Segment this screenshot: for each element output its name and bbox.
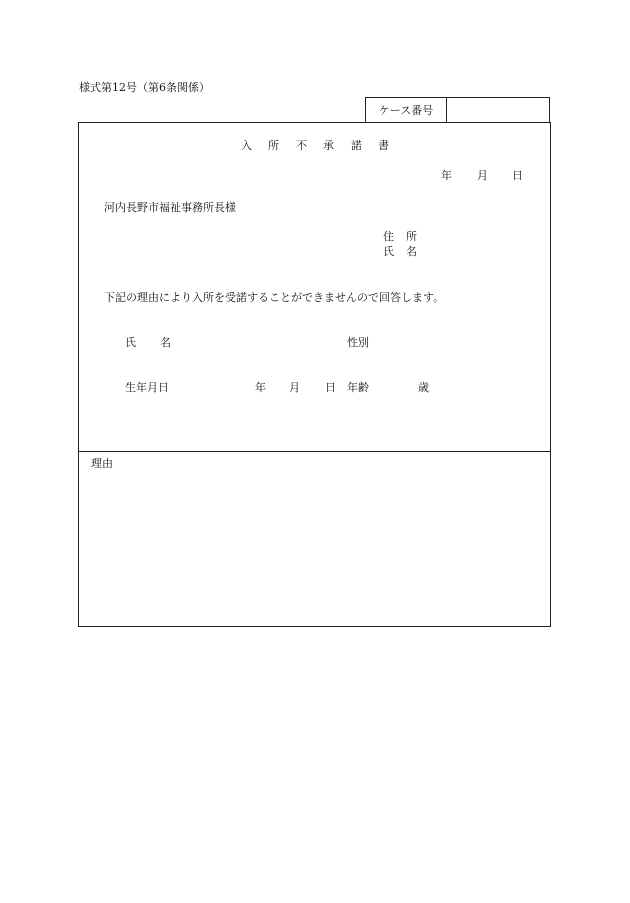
date-day-label: 日 bbox=[512, 169, 523, 182]
person-gender-label: 性別 bbox=[347, 336, 369, 349]
case-number-label: ケース番号 bbox=[366, 98, 447, 122]
case-number-box bbox=[365, 97, 550, 122]
title-char: 所 bbox=[268, 139, 279, 152]
addressee: 河内長野市福祉事務所長様 bbox=[104, 201, 236, 214]
reason-field[interactable] bbox=[85, 474, 545, 620]
reason-label: 理由 bbox=[91, 457, 113, 470]
title-char: 書 bbox=[378, 139, 389, 152]
title-char: 諾 bbox=[351, 139, 362, 152]
birth-day-label: 日 bbox=[325, 381, 336, 394]
title-char: 不 bbox=[296, 139, 307, 152]
form-reference: 様式第12号（第6条関係） bbox=[79, 81, 210, 94]
applicant-address-label-1: 住 bbox=[383, 230, 394, 243]
person-name-label-2: 名 bbox=[160, 336, 171, 349]
birth-month-label: 月 bbox=[289, 381, 300, 394]
case-number-field[interactable] bbox=[447, 98, 549, 122]
title-char: 入 bbox=[241, 139, 252, 152]
date-month-label: 月 bbox=[477, 169, 488, 182]
applicant-address-label-2: 所 bbox=[406, 230, 417, 243]
birth-date-label: 生年月日 bbox=[125, 381, 169, 394]
birth-year-label: 年 bbox=[255, 381, 266, 394]
reason-divider bbox=[78, 451, 551, 452]
title-char: 承 bbox=[323, 139, 334, 152]
applicant-name-label-2: 名 bbox=[406, 245, 417, 258]
applicant-name-label-1: 氏 bbox=[383, 245, 394, 258]
age-unit-label: 歳 bbox=[418, 381, 429, 394]
statement-text: 下記の理由により入所を受諾することができませんので回答します。 bbox=[104, 291, 445, 304]
date-year-label: 年 bbox=[441, 169, 452, 182]
age-label: 年齢 bbox=[347, 381, 369, 394]
person-name-label-1: 氏 bbox=[125, 336, 136, 349]
